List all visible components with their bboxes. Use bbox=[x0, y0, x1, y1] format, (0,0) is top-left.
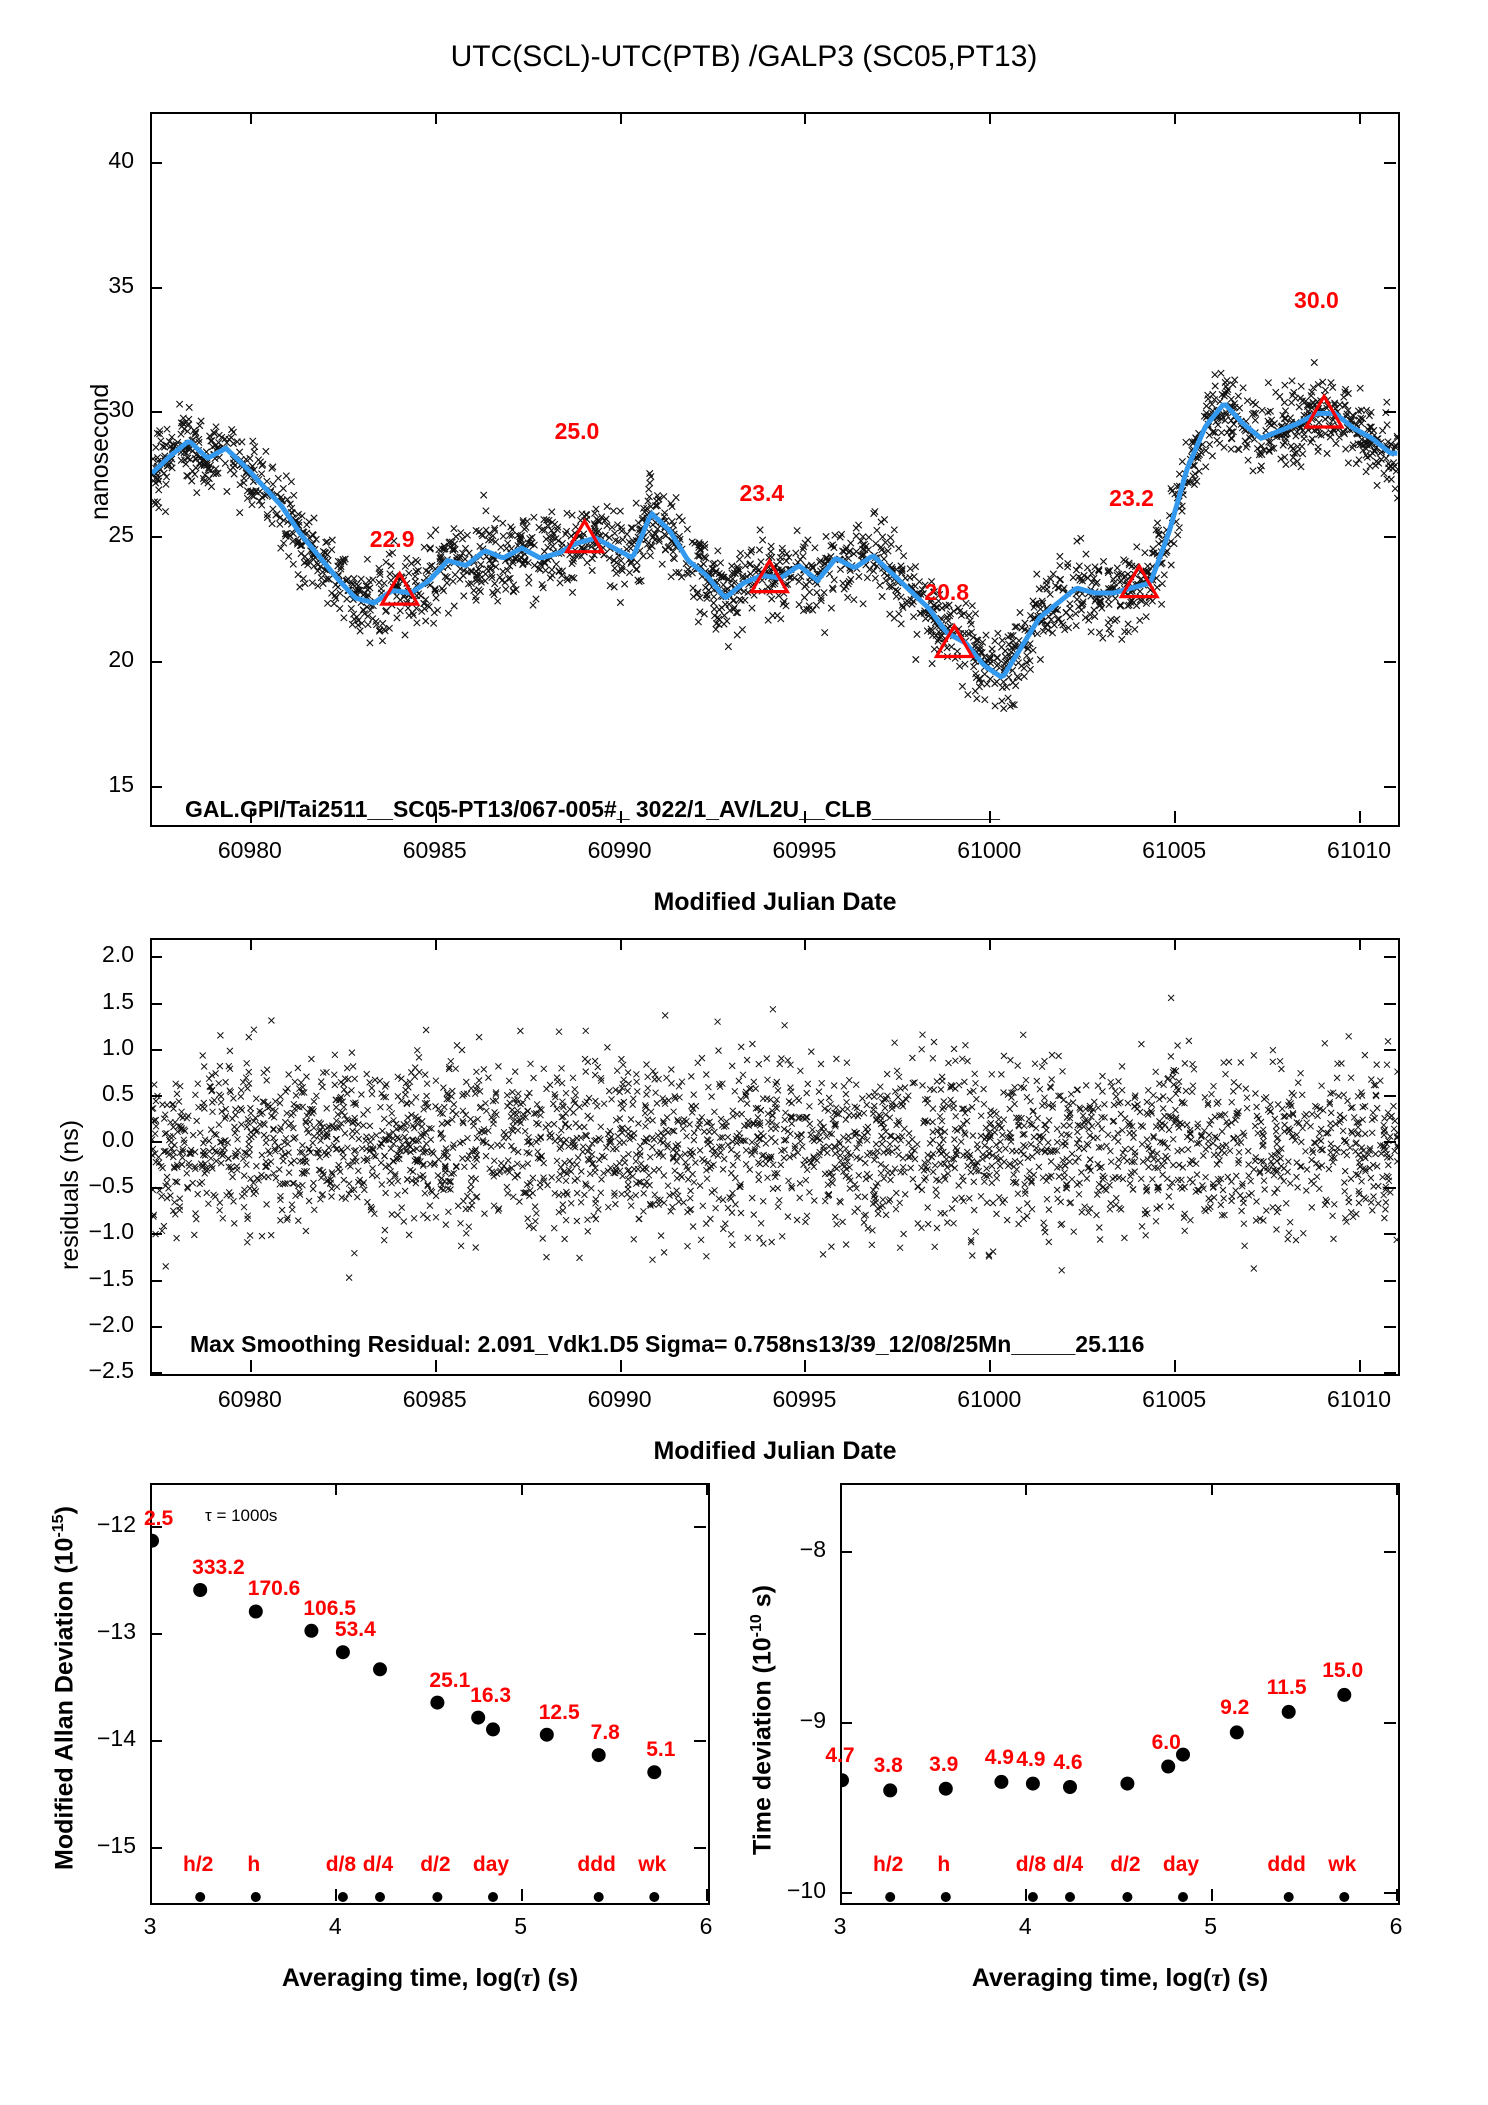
axis-tick-label: −9 bbox=[799, 1706, 826, 1733]
axis-tick-label: −2.5 bbox=[88, 1357, 134, 1383]
axis-tick-label: 60980 bbox=[217, 837, 282, 863]
axis-tick bbox=[694, 1847, 706, 1849]
axis-tick bbox=[706, 1483, 708, 1495]
axis-tick bbox=[150, 1889, 152, 1901]
panel1-marker-label: 23.4 bbox=[739, 480, 785, 507]
axis-tick bbox=[150, 1141, 162, 1143]
axis-tick bbox=[840, 1889, 842, 1901]
axis-tick-label: 5 bbox=[1204, 1913, 1218, 1939]
axis-tick bbox=[1359, 1360, 1361, 1372]
axis-tick bbox=[150, 786, 162, 788]
axis-tick bbox=[1384, 1095, 1396, 1097]
panel2-ylabel: residuals (ns) bbox=[56, 1119, 84, 1270]
axis-tick bbox=[435, 112, 437, 124]
axis-tick bbox=[150, 1847, 162, 1849]
panel3-ylabel-end: ) bbox=[50, 1506, 79, 1515]
panel3-tau-label: ddd bbox=[577, 1853, 616, 1876]
panel4-point-label: 3.8 bbox=[873, 1754, 903, 1778]
axis-tick bbox=[804, 1360, 806, 1372]
axis-tick-label: −8 bbox=[799, 1536, 826, 1563]
panel4-tau-label: wk bbox=[1328, 1853, 1357, 1876]
axis-tick-label: −13 bbox=[96, 1618, 136, 1645]
panel3-point-label: 5.1 bbox=[646, 1738, 676, 1762]
axis-tick bbox=[335, 1889, 337, 1901]
axis-tick-label: −14 bbox=[96, 1725, 136, 1752]
axis-tick bbox=[1396, 1889, 1398, 1901]
panel4-tau-label: day bbox=[1162, 1853, 1200, 1876]
panel4-tau-label: ddd bbox=[1267, 1853, 1306, 1876]
axis-tick-label: 1.5 bbox=[102, 987, 134, 1014]
panel3-note: τ = 1000s bbox=[205, 1506, 278, 1525]
panel4-xlabel-main: Averaging time, log( bbox=[971, 1964, 1212, 1992]
panel3-point-label: 25.1 bbox=[429, 1668, 471, 1692]
axis-tick-label: 3 bbox=[143, 1913, 157, 1939]
panel4-xlabel-tau: τ bbox=[1211, 1965, 1223, 1992]
panel3-point-label: 7.8 bbox=[590, 1721, 620, 1745]
axis-tick bbox=[150, 1187, 162, 1189]
axis-tick bbox=[250, 1360, 252, 1372]
axis-tick bbox=[150, 1003, 162, 1005]
axis-tick-label: 6 bbox=[1389, 1913, 1403, 1939]
axis-tick bbox=[1384, 661, 1396, 663]
panel3-tau-label: h/2 bbox=[183, 1853, 214, 1876]
axis-tick-label: 20 bbox=[108, 645, 134, 672]
axis-tick bbox=[1384, 162, 1396, 164]
axis-tick bbox=[150, 536, 162, 538]
axis-tick bbox=[521, 1889, 523, 1901]
panel1-marker-label: 20.8 bbox=[924, 578, 970, 605]
axis-tick-label: 0.0 bbox=[102, 1126, 134, 1153]
axis-tick-label: 61000 bbox=[957, 837, 1022, 863]
panel3-tau-label: h bbox=[247, 1853, 261, 1876]
panel3-point-label: 16.3 bbox=[470, 1683, 512, 1707]
axis-tick bbox=[435, 938, 437, 950]
panel3-tau-label: d/4 bbox=[362, 1853, 394, 1876]
axis-tick-label: 30 bbox=[108, 396, 134, 423]
axis-tick bbox=[335, 1483, 337, 1495]
panel4-point-label: 11.5 bbox=[1266, 1675, 1307, 1699]
axis-tick-label: −15 bbox=[96, 1832, 136, 1859]
panel4-point-label: 6.0 bbox=[1151, 1730, 1181, 1754]
panel4-tau-label: h/2 bbox=[873, 1853, 904, 1876]
axis-tick bbox=[150, 956, 162, 958]
axis-tick bbox=[989, 112, 991, 124]
axis-tick bbox=[706, 1889, 708, 1901]
axis-tick bbox=[1384, 1187, 1396, 1189]
axis-tick bbox=[150, 661, 162, 663]
panel4-plot bbox=[842, 1485, 1398, 1903]
axis-tick bbox=[250, 112, 252, 124]
axis-tick bbox=[840, 1722, 852, 1724]
axis-tick bbox=[694, 1633, 706, 1635]
panel3-tau-label: wk bbox=[638, 1853, 667, 1876]
axis-tick bbox=[1025, 1889, 1027, 1901]
panel4-point-label: 4.6 bbox=[1053, 1750, 1083, 1774]
panel3-point-label: 106.5 bbox=[303, 1596, 356, 1620]
panel3-point-label: 2.5 bbox=[144, 1506, 174, 1530]
axis-tick-label: 61005 bbox=[1142, 1386, 1207, 1412]
axis-tick-label: 2.0 bbox=[102, 941, 134, 968]
axis-tick-label: 25 bbox=[108, 521, 134, 548]
panel1-marker-label: 23.2 bbox=[1109, 485, 1154, 511]
axis-tick-label: −1.0 bbox=[88, 1218, 134, 1245]
axis-tick bbox=[1025, 1483, 1027, 1495]
axis-tick bbox=[1384, 786, 1396, 788]
panel1-ylabel: nanosecond bbox=[86, 383, 114, 520]
axis-tick bbox=[1384, 1372, 1396, 1374]
axis-tick bbox=[150, 1095, 162, 1097]
panel2-annotation: Max Smoothing Residual: 2.091_Vdk1.D5 Sigma= 0.758ns13/39_12/08/25Mn_____25.116 bbox=[190, 1331, 1145, 1357]
axis-tick-label: 35 bbox=[108, 271, 134, 298]
axis-tick-label: 15 bbox=[108, 770, 134, 797]
axis-tick bbox=[804, 938, 806, 950]
axis-tick-label: 6 bbox=[699, 1913, 713, 1939]
axis-tick-label: 60985 bbox=[402, 837, 467, 863]
panel4-tau-label: d/8 bbox=[1015, 1853, 1047, 1876]
axis-tick bbox=[150, 1280, 162, 1282]
axis-tick bbox=[1384, 1141, 1396, 1143]
axis-tick bbox=[250, 938, 252, 950]
axis-tick bbox=[150, 1372, 162, 1374]
panel4-point-label: 4.9 bbox=[984, 1745, 1014, 1769]
axis-tick bbox=[150, 287, 162, 289]
panel3-xlabel-tau: τ bbox=[521, 1965, 533, 1992]
panel1-marker-label: 30.0 bbox=[1294, 287, 1339, 314]
axis-tick bbox=[1359, 811, 1361, 823]
axis-tick-label: 60990 bbox=[587, 837, 652, 863]
figure-title: UTC(SCL)-UTC(PTB) /GALP3 (SC05,PT13) bbox=[450, 40, 1038, 73]
panel4-point-label: 3.9 bbox=[929, 1752, 959, 1776]
axis-tick bbox=[1174, 811, 1176, 823]
axis-tick bbox=[804, 112, 806, 124]
panel4-ylabel-main: Time deviation (10 bbox=[748, 1637, 777, 1855]
axis-tick bbox=[1384, 1003, 1396, 1005]
axis-tick-label: 60980 bbox=[217, 1386, 282, 1412]
panel3-ylabel-sup: -15 bbox=[50, 1514, 67, 1538]
axis-tick bbox=[620, 112, 622, 124]
axis-tick bbox=[1384, 1722, 1396, 1724]
axis-tick-label: 60995 bbox=[772, 837, 837, 863]
panel3-point-label: 12.5 bbox=[538, 1700, 580, 1724]
panel4-point-label: 4.9 bbox=[1016, 1747, 1046, 1771]
axis-tick bbox=[840, 1551, 852, 1553]
axis-tick bbox=[1211, 1483, 1213, 1495]
panel2-plot bbox=[152, 940, 1398, 1374]
axis-tick bbox=[1384, 956, 1396, 958]
axis-tick-label: −0.5 bbox=[88, 1172, 134, 1199]
axis-tick bbox=[521, 1483, 523, 1495]
panel4-tau-label: h bbox=[937, 1853, 951, 1876]
panel4-tau-label: d/4 bbox=[1052, 1853, 1084, 1876]
axis-tick-label: −10 bbox=[786, 1877, 826, 1904]
panel3-xlabel-main: Averaging time, log( bbox=[281, 1964, 522, 1992]
axis-tick bbox=[1174, 938, 1176, 950]
axis-tick bbox=[694, 1740, 706, 1742]
axis-tick bbox=[1359, 112, 1361, 124]
axis-tick bbox=[1384, 1280, 1396, 1282]
panel2-axes bbox=[150, 938, 1400, 1376]
panel3-tau-label: day bbox=[472, 1853, 510, 1876]
panel1-marker-label: 25.0 bbox=[554, 418, 600, 445]
panel1-annotation: GAL.GPI/Tai2511__SC05-PT13/067-005#_ 3022/1_AV/L2U__CLB__________ bbox=[185, 796, 1000, 822]
axis-tick bbox=[1359, 938, 1361, 950]
panel4-tau-label: d/2 bbox=[1110, 1853, 1141, 1876]
panel1-xlabel: Modified Julian Date bbox=[653, 888, 897, 916]
axis-tick-label: 61005 bbox=[1142, 837, 1207, 863]
axis-tick-label: 60985 bbox=[402, 1386, 467, 1412]
panel3-axes bbox=[150, 1483, 710, 1905]
axis-tick bbox=[150, 1233, 162, 1235]
axis-tick bbox=[1384, 1551, 1396, 1553]
axis-tick-label: −1.5 bbox=[88, 1264, 134, 1291]
axis-tick bbox=[620, 1360, 622, 1372]
axis-tick bbox=[989, 938, 991, 950]
axis-tick bbox=[150, 162, 162, 164]
panel4-point-label: 15.0 bbox=[1322, 1658, 1364, 1682]
axis-tick bbox=[150, 1740, 162, 1742]
panel1-marker-label: 22.9 bbox=[369, 526, 415, 553]
panel4-xlabel bbox=[840, 1964, 1400, 1993]
panel4-axes bbox=[840, 1483, 1400, 1905]
axis-tick bbox=[1384, 287, 1396, 289]
panel3-plot bbox=[152, 1485, 708, 1903]
axis-tick bbox=[694, 1526, 706, 1528]
panel3-ylabel-main: Modified Allan Deviation (10 bbox=[50, 1537, 79, 1870]
axis-tick bbox=[1211, 1889, 1213, 1901]
panel4-point-label: 9.2 bbox=[1220, 1696, 1250, 1720]
axis-tick-label: 4 bbox=[328, 1913, 342, 1939]
axis-tick bbox=[620, 938, 622, 950]
axis-tick bbox=[840, 1892, 852, 1894]
panel3-point-label: 333.2 bbox=[192, 1556, 245, 1580]
panel1-axes bbox=[150, 112, 1400, 827]
panel4-ylabel-sup: -10 bbox=[748, 1614, 765, 1638]
axis-tick-label: 61010 bbox=[1327, 1386, 1391, 1412]
axis-tick bbox=[1384, 1233, 1396, 1235]
axis-tick bbox=[840, 1483, 842, 1495]
panel4-ylabel-end: s) bbox=[748, 1585, 777, 1615]
axis-tick bbox=[1384, 411, 1396, 413]
axis-tick-label: 4 bbox=[1018, 1913, 1032, 1939]
axis-tick bbox=[989, 1360, 991, 1372]
axis-tick bbox=[1174, 1360, 1176, 1372]
axis-tick bbox=[150, 411, 162, 413]
panel4-xlabel-end: ) (s) bbox=[1222, 1964, 1269, 1992]
panel4-ylabel bbox=[748, 1585, 777, 1855]
axis-tick bbox=[1174, 112, 1176, 124]
axis-tick bbox=[1396, 1483, 1398, 1495]
axis-tick bbox=[1384, 536, 1396, 538]
axis-tick-label: 60995 bbox=[772, 1386, 837, 1412]
axis-tick bbox=[150, 1483, 152, 1495]
panel3-tau-label: d/8 bbox=[325, 1853, 357, 1876]
axis-tick bbox=[1384, 1326, 1396, 1328]
panel3-point-label: 53.4 bbox=[334, 1618, 376, 1642]
axis-tick bbox=[435, 1360, 437, 1372]
axis-tick-label: −2.0 bbox=[88, 1310, 134, 1337]
panel3-xlabel-end: ) (s) bbox=[532, 1964, 579, 1992]
axis-tick-label: 60990 bbox=[587, 1386, 652, 1412]
axis-tick-label: 1.0 bbox=[102, 1033, 134, 1060]
axis-tick-label: 40 bbox=[108, 146, 134, 173]
panel3-tau-label: d/2 bbox=[420, 1853, 451, 1876]
axis-tick-label: 5 bbox=[514, 1913, 528, 1939]
axis-tick-label: 61010 bbox=[1327, 837, 1391, 863]
axis-tick bbox=[150, 1049, 162, 1051]
axis-tick bbox=[150, 1633, 162, 1635]
axis-tick-label: −12 bbox=[96, 1510, 136, 1537]
panel1-plot bbox=[152, 114, 1398, 825]
panel3-xlabel bbox=[150, 1964, 710, 1993]
panel4-point-label: 4.7 bbox=[825, 1744, 855, 1768]
axis-tick-label: 61000 bbox=[957, 1386, 1022, 1412]
panel3-ylabel bbox=[50, 1506, 79, 1870]
axis-tick bbox=[150, 1326, 162, 1328]
axis-tick bbox=[1384, 1049, 1396, 1051]
axis-tick bbox=[1384, 1892, 1396, 1894]
panel3-point-label: 170.6 bbox=[247, 1577, 301, 1601]
panel2-xlabel: Modified Julian Date bbox=[653, 1437, 897, 1465]
axis-tick-label: 0.5 bbox=[102, 1079, 134, 1106]
axis-tick-label: 3 bbox=[833, 1913, 847, 1939]
